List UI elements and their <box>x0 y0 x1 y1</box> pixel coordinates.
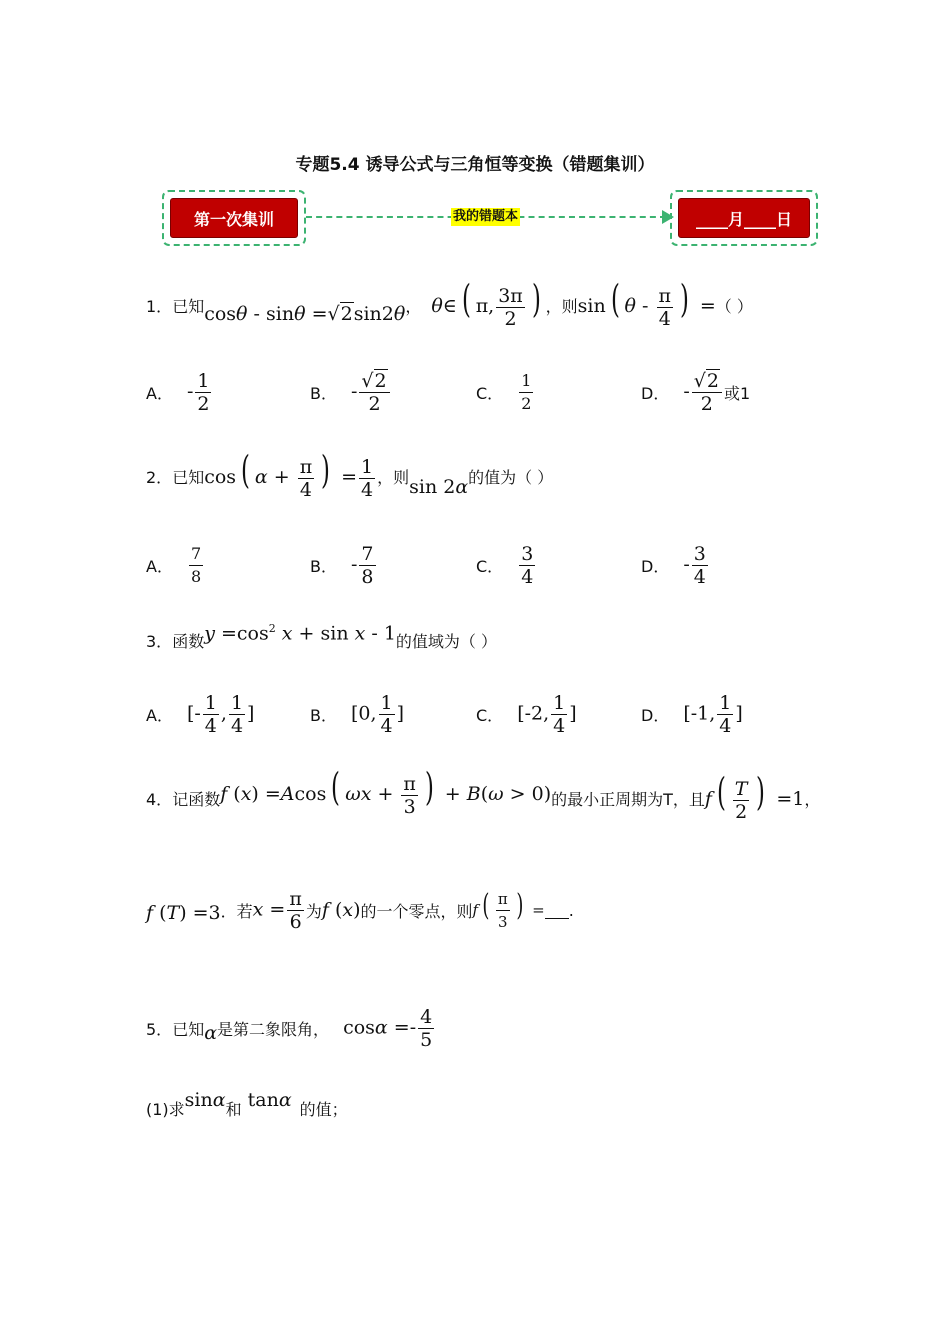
q1-cond2: θ∈ ( π, $\frac{3\pi}{2}$ ) <box>431 277 541 330</box>
q4-expr: f (x) =Acos ( ωx + $\frac{\pi}{3}$ ) + B(ω > 0) <box>220 765 552 818</box>
q3-expr: $y =\cos^2$ x + sin x - 1 <box>204 621 396 645</box>
q1-option-d <box>641 362 750 422</box>
q2-option-a <box>146 535 205 595</box>
q2-option-c-value: $\frac{3}{4}$ <box>521 542 534 588</box>
q4-if: ．若 <box>220 901 253 921</box>
q1-options <box>146 362 846 422</box>
q2-option-d-value: - $\frac{3}{4}$ <box>683 542 706 588</box>
q2-number: 2． <box>146 467 173 487</box>
q2-option-b <box>310 535 378 595</box>
question-3 <box>146 620 497 660</box>
q3-intro: 函数 <box>172 631 205 651</box>
banner-left-label: 第一次集训 <box>170 198 298 238</box>
q1-option-b-value: - $\frac{√2}{2}$ <box>351 370 392 415</box>
q2-options <box>146 535 846 595</box>
q4-fx: f (x) <box>321 899 361 921</box>
q4-answer-blank <box>545 902 569 919</box>
q1-then: ，则 <box>545 296 578 316</box>
q2-option-c-label: C． <box>476 556 504 576</box>
q5-sin: sinα <box>184 1089 226 1111</box>
q1-option-b-label: B． <box>310 383 337 403</box>
q3-option-a-value: [- $\frac{1}{4}$ , $\frac{1}{4}$ ] <box>186 691 255 737</box>
q2-option-c <box>476 535 537 595</box>
question-1 <box>146 276 753 334</box>
q1-option-a <box>146 362 213 422</box>
question-4 <box>146 765 821 828</box>
q3-option-c-label: C． <box>476 705 504 725</box>
q3-option-a-label: A． <box>146 705 173 725</box>
question-5 <box>146 1000 436 1056</box>
q4-zero: x = $\frac{\pi}{6}$ <box>252 887 302 933</box>
question-2 <box>146 446 553 506</box>
q4-end: . <box>568 900 574 920</box>
q3-option-c <box>476 684 577 744</box>
q1-intro: 已知 <box>172 296 205 316</box>
q2-intro: 已知 <box>172 467 205 487</box>
q5-number: 5． <box>146 1019 173 1039</box>
q3-options <box>146 684 846 744</box>
q2-option-b-value: - $\frac{7}{8}$ <box>350 542 374 588</box>
q5-and: 和 <box>225 1099 242 1119</box>
banner-right <box>670 190 818 246</box>
q2-cond: cos ( α + $\frac{\pi}{4}$ ) = $\frac{1}{4}$ <box>204 448 374 501</box>
q3-option-b <box>310 684 404 744</box>
q4-cond2: f (T) =3 <box>146 902 221 924</box>
q4-number: 4． <box>146 789 173 809</box>
q2-option-d <box>641 535 710 595</box>
question-5-part-1 <box>146 1088 348 1128</box>
q5-sub1-prefix: (1)求 <box>146 1099 185 1119</box>
page-title: 专题5.4 诱导公式与三角恒等变换（错题集训） <box>295 155 655 175</box>
q1-option-d-label: D． <box>641 383 670 403</box>
q1-answer-paren: （ ） <box>715 296 753 316</box>
q4-zero-tail-2: 的一个零点，则 <box>360 901 473 921</box>
q1-sep: ， <box>405 296 422 316</box>
q2-ask: sin 2α <box>409 476 469 498</box>
q1-option-c-label: C． <box>476 383 504 403</box>
q5-alpha: α <box>204 1022 218 1044</box>
q1-ask: sin ( θ - $\frac{\pi}{4}$ ) = <box>577 277 716 330</box>
q5-sub1-tail: 的值； <box>299 1099 348 1119</box>
q3-option-b-value: [0, $\frac{1}{4}$ ] <box>350 691 405 737</box>
q1-option-d-value: - $\frac{√2}{2}$ <box>683 370 724 415</box>
q4-ask: f ( $\frac{\pi}{3}$ ) = <box>472 887 545 932</box>
q3-option-a <box>146 684 254 744</box>
q2-option-a-value: $\frac{7}{8}$ <box>190 543 202 586</box>
q5-cond: cosα =- $\frac{4}{5}$ <box>343 1005 433 1051</box>
q1-option-a-label: A． <box>146 383 173 403</box>
question-4-line-2 <box>146 880 574 940</box>
banner-date-label: ____月____日 <box>678 198 810 238</box>
q1-cond1: cosθ - sinθ =√2sin2θ <box>204 303 406 325</box>
q2-option-a-label: A． <box>146 556 173 576</box>
q3-option-d-value: [-1, $\frac{1}{4}$ ] <box>683 691 743 737</box>
q4-zero-tail: 为 <box>305 901 322 921</box>
q3-option-d-label: D． <box>641 705 670 725</box>
q3-option-d <box>641 684 743 744</box>
q3-number: 3． <box>146 631 173 651</box>
q3-option-b-label: B． <box>310 705 337 725</box>
q5-mid: 是第二象限角， <box>217 1019 330 1039</box>
q2-option-d-label: D． <box>641 556 670 576</box>
banner-left <box>162 190 306 246</box>
q1-number: 1． <box>146 296 173 316</box>
q4-cond1: f ( $\frac{T}{2}$ ) =1 <box>704 770 805 823</box>
q3-option-c-value: [-2, $\frac{1}{4}$ ] <box>517 691 577 737</box>
q1-option-d-suffix: 或1 <box>723 383 751 403</box>
q2-option-b-label: B． <box>310 556 337 576</box>
q1-option-c <box>476 362 535 422</box>
q4-intro: 记函数 <box>172 789 221 809</box>
q2-tail: 的值为（ ） <box>468 467 554 487</box>
q5-tan: tanα <box>247 1089 292 1111</box>
q1-option-c-value: $\frac{1}{2}$ <box>521 370 532 413</box>
q5-intro: 已知 <box>172 1019 205 1039</box>
banner-center-label: 我的错题本 <box>453 209 519 224</box>
q4-mid: 的最小正周期为T，且 <box>551 789 705 809</box>
q2-then: ，则 <box>377 467 410 487</box>
q1-option-b <box>310 362 392 422</box>
q3-tail: 的值域为（ ） <box>395 631 498 651</box>
q4-comma: ， <box>804 789 821 809</box>
q1-option-a-value: - $\frac{1}{2}$ <box>186 369 210 415</box>
